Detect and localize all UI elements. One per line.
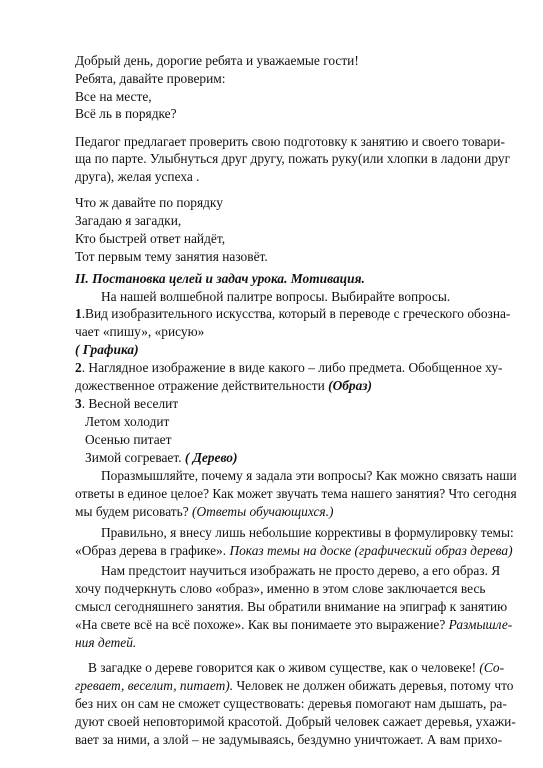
topic-board-note: Показ темы на доске (графический образ дерева) [229,543,513,558]
riddle-para-line-1 [88,660,504,676]
question-2-text: . Наглядное изображение в виде какого – либо предмета. Обобщенное ху- [81,360,503,375]
greeting-line-1: Добрый день, дорогие ребята и уважаемые гости! [75,53,359,68]
question-3-text: . Весной веселит [81,396,179,411]
question-3-answer: ( Дерево) [184,450,238,465]
task-reflection-note: Размышле- [448,617,513,632]
riddle-para-text-cont: Человек не должен обижать деревья, потому что [233,678,514,693]
reflect-text: мы будем рисовать? [75,504,193,519]
task-line-5: ния детей. [75,635,137,650]
question-3-number: 3 [75,396,82,411]
question-2-line-1 [75,360,503,376]
greeting-line-2: Ребята, давайте проверим: [75,71,226,86]
question-3-line-1 [75,396,178,412]
reflect-students-note: (Ответы обучающихся.) [192,504,334,519]
task-line-2: хочу подчеркнуть слово «образ», именно в этом слове заключается весь [75,581,486,596]
question-1-line-1 [75,306,510,322]
reflect-line-1: Поразмышляйте, почему я задала эти вопросы? Как можно связать наши [101,468,517,483]
question-2-text-cont: дожественное отражение действительности [75,378,329,393]
teacher-line-1: Педагог предлагает проверить свою подготовку к занятию и своего товари- [75,134,505,149]
palette-intro: На нашей волшебной палитре вопросы. Выбирайте вопросы. [101,289,451,304]
topic-text: «Образ дерева в графике». [75,543,230,558]
question-1-answer: ( Графика) [75,342,139,357]
task-line-1: Нам предстоит научиться изображать не просто дерево, а его образ. Я [101,563,501,578]
riddle-para-line-5: вает за ними, а злой – не задумываясь, бездумно уничтожает. А вам прихо- [75,732,503,747]
question-1-line-2: чает «пишу», «рисую» [75,324,205,339]
question-1-number: 1 [75,306,82,321]
question-3-line-3: Осенью питает [85,432,172,447]
question-2-answer: (Образ) [328,378,372,393]
reflect-line-3 [75,504,333,520]
teacher-line-2: ща по парте. Улыбнуться друг другу, пожать руку(или хлопки в ладони друг [75,151,511,166]
topic-line-1: Правильно, я внесу лишь небольшие коррективы в формулировку темы: [101,525,514,540]
riddle-para-line-4: дуют своей неповторимой красотой. Добрый человек сажает деревья, ухажи- [75,714,516,729]
greeting-line-4: Всё ль в порядке? [75,106,177,121]
task-line-4 [75,617,512,633]
riddle-poem-line-1: Что ж давайте по порядку [75,195,223,210]
task-text: «На свете всё на всё похоже». Как вы понимаете это выражение? [75,617,449,632]
teacher-line-3: друга), желая успеха . [75,169,200,184]
task-line-3: смысл сегодняшнего занятия. Вы обратили внимание на эпиграф к занятию [75,599,508,614]
section-heading: II. Постановка целей и задач урока. Мотивация. [75,271,365,286]
riddle-poem-line-2: Загадаю я загадки, [75,213,182,228]
riddle-para-line-2 [75,678,513,694]
riddle-para-note-end: гревает, веселит, питает). [75,678,234,693]
question-3-line-4 [85,450,237,466]
question-3-line-2: Летом холодит [85,414,170,429]
question-2-line-2 [75,378,372,394]
question-1-text: .Вид изобразительного искусства, который в переводе с греческого обозна- [81,306,511,321]
question-2-number: 2 [75,360,82,375]
riddle-para-text: В загадке о дереве говорится как о живом существе, как о человеке! [88,660,480,675]
riddle-para-note-start: (Со- [479,660,505,675]
greeting-line-3: Все на месте, [75,89,152,104]
riddle-para-line-3: без них он сам не сможет существовать: деревья помогают нам дышать, ра- [75,696,507,711]
topic-line-2 [75,543,513,559]
question-3-text-cont: Зимой согревает. [85,450,185,465]
riddle-poem-line-4: Тот первым тему занятия назовёт. [75,249,268,264]
reflect-line-2: ответы в единое целое? Как может звучать тема нашего занятия? Что сегодня [75,486,517,501]
riddle-poem-line-3: Кто быстрей ответ найдёт, [75,231,226,246]
